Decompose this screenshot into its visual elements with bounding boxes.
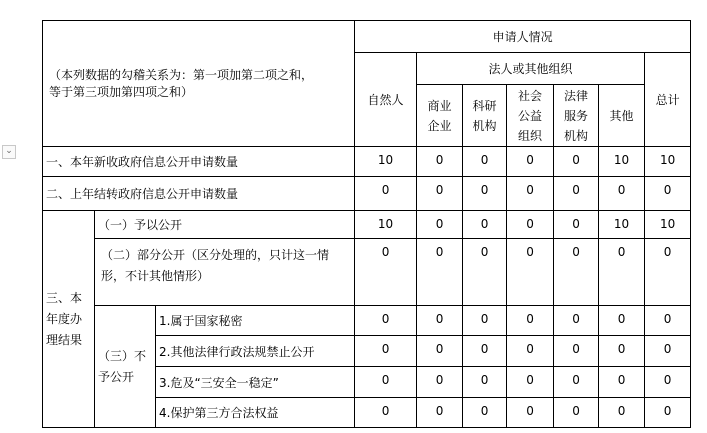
- row3a-value: 0: [463, 211, 507, 239]
- row3c-item-label: 3.危及“三安全一稳定”: [156, 367, 355, 398]
- row3b-value: 0: [355, 239, 417, 306]
- row1-value: 10: [355, 147, 417, 177]
- government-info-disclosure-table: [42, 20, 691, 428]
- row1-value: 0: [507, 147, 554, 177]
- row1-label: 一、本年新收政府信息公开申请数量: [43, 147, 355, 177]
- col-social: [507, 85, 554, 147]
- col-research-line-1: 科研: [472, 98, 497, 113]
- section3-line-3: 理结果: [46, 332, 83, 347]
- row3c-item-value: 0: [645, 367, 691, 398]
- row3c-item-value: 0: [355, 336, 417, 367]
- row3c-item-value: 0: [417, 398, 463, 428]
- note-cell: [43, 21, 355, 147]
- chevron-down-icon[interactable]: ⌄: [2, 145, 16, 159]
- row3a-value: 0: [507, 211, 554, 239]
- applicant-header: 申请人情况: [355, 21, 691, 53]
- row3b-label-line-2: 形，不计其他情形）: [101, 269, 210, 283]
- row3b-value: 0: [645, 239, 691, 306]
- col-legal-service-line-3: 机构: [564, 128, 589, 143]
- row3c-item-value: 0: [554, 367, 599, 398]
- row3b-value: 0: [554, 239, 599, 306]
- row3c-item-value: 0: [463, 336, 507, 367]
- col-natural-person: 自然人: [355, 53, 417, 147]
- row3c-item-value: 0: [355, 367, 417, 398]
- row2-value: 0: [463, 177, 507, 211]
- row3c-item-value: 0: [645, 306, 691, 336]
- table-row: [43, 306, 691, 336]
- row2-label: 二、上年结转政府信息公开申请数量: [43, 177, 355, 211]
- col-business-line-1: 商业: [427, 98, 452, 113]
- row3c-item-label: 2.其他法律行政法规禁止公开: [156, 336, 355, 367]
- section3-line-2: 年度办: [46, 311, 83, 326]
- row3c-item-value: 0: [507, 367, 554, 398]
- table-row: [43, 147, 691, 177]
- row1-value: 0: [554, 147, 599, 177]
- row3a-value: 10: [645, 211, 691, 239]
- row3b-label-line-1: （二）部分公开（区分处理的，只计这一情: [101, 248, 330, 262]
- row3c-item-value: 0: [554, 336, 599, 367]
- row3c-label-line-2: 予公开: [98, 369, 135, 384]
- row3b-value: 0: [507, 239, 554, 306]
- section3-line-1: 三、本: [46, 290, 83, 305]
- table-row: [43, 177, 691, 211]
- row3c-item-value: 0: [645, 398, 691, 428]
- row3c-item-value: 0: [507, 306, 554, 336]
- col-total: 总计: [645, 53, 691, 147]
- col-social-line-3: 组织: [518, 128, 543, 143]
- note-line-1: （本列数据的勾稽关系为：第一项加第二项之和，: [49, 67, 314, 82]
- row1-value: 10: [645, 147, 691, 177]
- row2-value: 0: [355, 177, 417, 211]
- col-business-line-2: 企业: [427, 118, 452, 133]
- row3b-value: 0: [599, 239, 645, 306]
- row3a-value: 0: [417, 211, 463, 239]
- row3a-value: 10: [599, 211, 645, 239]
- legal-person-header: 法人或其他组织: [417, 53, 645, 85]
- col-legal-service: [554, 85, 599, 147]
- row3b-label: [95, 239, 355, 306]
- row3c-item-value: 0: [463, 398, 507, 428]
- row2-value: 0: [417, 177, 463, 211]
- col-research-line-2: 机构: [472, 118, 497, 133]
- col-social-line-2: 公益: [518, 108, 543, 123]
- row3c-item-value: 0: [463, 306, 507, 336]
- row3a-label: （一）予以公开: [95, 211, 355, 239]
- row3c-item-label: 1.属于国家秘密: [156, 306, 355, 336]
- row1-value: 0: [463, 147, 507, 177]
- col-legal-service-line-1: 法律: [564, 88, 589, 103]
- row3c-item-value: 0: [599, 336, 645, 367]
- row2-value: 0: [645, 177, 691, 211]
- table-row: [43, 211, 691, 239]
- row2-value: 0: [507, 177, 554, 211]
- row3c-item-value: 0: [507, 336, 554, 367]
- row3c-item-label: 4.保护第三方合法权益: [156, 398, 355, 428]
- row3c-label-line-1: （三）不: [98, 348, 147, 363]
- row3b-value: 0: [463, 239, 507, 306]
- col-business: [417, 85, 463, 147]
- row2-value: 0: [599, 177, 645, 211]
- row3c-item-value: 0: [599, 306, 645, 336]
- row3c-item-value: 0: [507, 398, 554, 428]
- section3-label: [43, 211, 95, 428]
- row3c-item-value: 0: [554, 398, 599, 428]
- row3c-item-value: 0: [417, 336, 463, 367]
- row3c-item-value: 0: [417, 367, 463, 398]
- row2-value: 0: [554, 177, 599, 211]
- row3c-item-value: 0: [554, 306, 599, 336]
- note-line-2: 等于第三项加第四项之和）: [49, 84, 194, 99]
- row3c-label: [95, 306, 156, 428]
- row1-value: 0: [417, 147, 463, 177]
- row3c-item-value: 0: [599, 367, 645, 398]
- row3c-item-value: 0: [355, 398, 417, 428]
- row3b-value: 0: [417, 239, 463, 306]
- table-row: [43, 239, 691, 306]
- row3a-value: 0: [554, 211, 599, 239]
- row3c-item-value: 0: [463, 367, 507, 398]
- row3a-value: 10: [355, 211, 417, 239]
- col-other: 其他: [599, 85, 645, 147]
- row3c-item-value: 0: [417, 306, 463, 336]
- col-social-line-1: 社会: [518, 88, 543, 103]
- col-research: [463, 85, 507, 147]
- col-legal-service-line-2: 服务: [564, 108, 589, 123]
- row3c-item-value: 0: [599, 398, 645, 428]
- row1-value: 10: [599, 147, 645, 177]
- row3c-item-value: 0: [355, 306, 417, 336]
- row3c-item-value: 0: [645, 336, 691, 367]
